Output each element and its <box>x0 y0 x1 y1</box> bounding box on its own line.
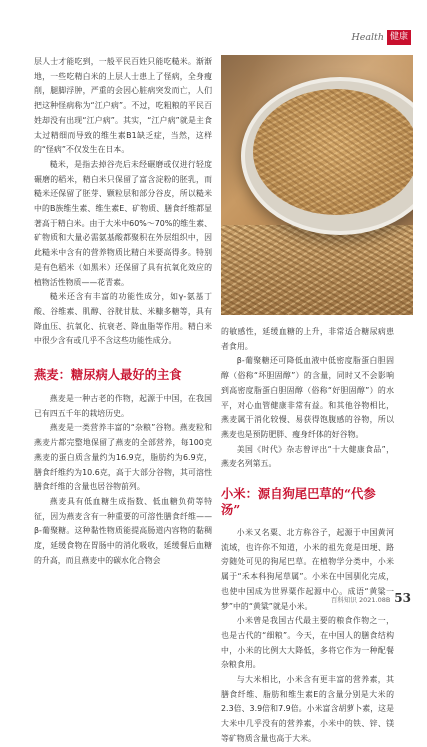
magazine-issue: 百科知识 2021.08B <box>330 596 391 604</box>
paragraph: β-葡聚糖还可降低血液中低密度脂蛋白胆固醇（俗称“坏胆固醇”）的含量，同时又不会影响到高密度脂蛋白胆固醇（俗称“好胆固醇”）的水平，对心血管健康非常有益。和其他谷物相比，燕麦属于消化较慢、易获得饱腹感的谷物，所以燕麦也是预防肥胖、瘦身纤体的好谷物。 <box>221 356 394 439</box>
paragraph: 燕麦具有低血糖生成指数、低血糖负荷等特征，因为燕麦含有一种重要的可溶性膳食纤维——β-葡聚糖。这种黏性物质能提高肠道内容物的黏稠度，延缓食物在胃肠中的消化吸收，延缓餐后血糖的升高，而且燕麦中的碳水化合物会 <box>34 496 212 565</box>
paragraph: 层人士才能吃到，一般平民百姓只能吃糙米。渐渐地，一些吃精白米的上层人士患上了怪病，全身瘦削，腿脚浮肿，严重的会因心脏病突发而亡，人们把这种怪病称为“江户病”。不过，吃粗粮的平民百姓却没有出现“江户病”。其实，“江户病”就是主食太过精细而导致的维生素B1缺乏症，当然，这样的“怪病”不仅发生在日本。 <box>34 57 212 155</box>
article-column-right <box>221 325 394 747</box>
section-label-en: Health <box>351 31 384 43</box>
paragraph: 与大米相比，小米含有更丰富的营养素，其膳食纤维、脂肪和维生素E的含量分别是大米的2.3倍、3.9倍和7.9倍。小米富含胡萝卜素，这是大米中几乎没有的营养素，小米中的铁、锌、镁等矿物质含量也高于大米。 <box>221 675 394 743</box>
paragraph: 小米又名粟、北方称谷子，起源于中国黄河流域，也许你不知道，小米的祖先竟是田埂、路旁随处可见的狗尾巴草。在植物学分类中，小米属于“禾本科狗尾草属”。小米在中国驯化完成，也使中国成为世界粟作起源中心。成语“黄粱一梦”中的“黄粱”就是小米。 <box>221 528 394 611</box>
paragraph: 燕麦是一类营养丰富的“杂粮”谷物。燕麦粒和燕麦片都完整地保留了燕麦的全部营养，每100克燕麦的蛋白质含量约为16.9克，脂肪约为6.9克，膳食纤维约为10.6克，高于大部分谷物，其可溶性膳食纤维的含量也居谷物前列。 <box>34 423 212 492</box>
paragraph: 美国《时代》杂志曾评出“十大健康食品”，燕麦名列第五。 <box>221 444 394 469</box>
oat-bowl-photo <box>221 55 413 315</box>
section-heading-oats: 燕麦：糖尿病人最好的主食 <box>34 367 182 383</box>
paragraph: 糙米，是指去掉谷壳后未经碾磨或仅进行轻度碾磨的稻米，精白米只保留了富含淀粉的胚乳，而糙米还保留了胚芽、颗粒层和部分谷皮，所以糙米中的B族维生素、维生素E、矿物质、膳食纤维都显著高于精白米。由于大米中60%～70%的维生素、矿物质和大量必需氨基酸都聚积在外层组织中，因此糙米中含有的营养物质比精白米要高得多。特别是有色稻米（如黑米）还保留了具有抗氧化效应的植物活性物质——花青素。 <box>34 159 212 287</box>
section-heading-millet: 小米：源自狗尾巴草的“代参汤” <box>221 486 376 518</box>
scattered-grains <box>221 225 413 315</box>
article-column-left <box>34 55 212 569</box>
page-footer <box>331 591 411 605</box>
paragraph: 燕麦是一种古老的作物，起源于中国，在我国已有四五千年的栽培历史。 <box>34 394 212 418</box>
paragraph: 糙米还含有丰富的功能性成分，如γ-氨基丁酸、谷维素、肌醇、谷胱甘肽、米糠多糖等，具有降血压、抗氧化、抗衰老、降血脂等作用。精白米中很少含有或几乎不含这些功能性成分。 <box>34 292 212 346</box>
paragraph: 的敏感性，延缓血糖的上升，非常适合糖尿病患者食用。 <box>221 327 394 351</box>
section-badge: 健康 <box>387 30 411 45</box>
page-number: 53 <box>394 591 411 605</box>
section-header <box>351 29 411 45</box>
grains-in-bowl <box>253 89 413 215</box>
paragraph: 小米曾是我国古代最主要的粮食作物之一，也是古代的“细粮”。今天，在中国人的膳食结构中，小米的比例大大降低，多将它作为一种配餐杂粮食用。 <box>221 616 394 670</box>
